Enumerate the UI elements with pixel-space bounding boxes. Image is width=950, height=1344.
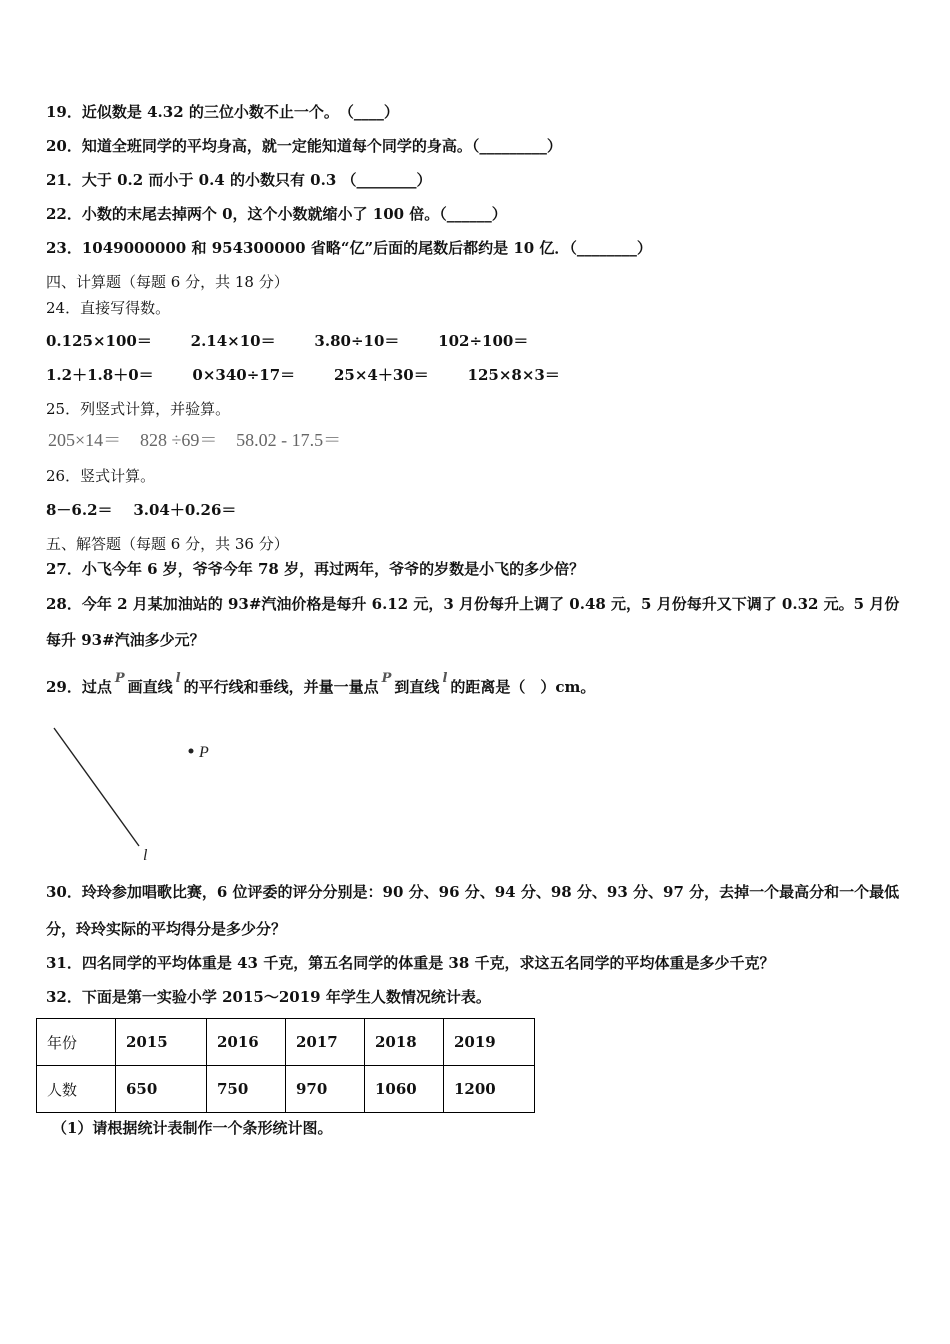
table-cell: 年份 — [37, 1019, 116, 1066]
calc-item: 2.14×10＝ — [190, 332, 276, 350]
table-cell: 人数 — [37, 1066, 116, 1113]
point-p-label: P — [199, 744, 209, 761]
question-27: 27．小飞今年 6 岁，爷爷今年 78 岁，再过两年，爷爷的岁数是小飞的多少倍？ — [46, 560, 585, 578]
question-23: 23．1049000000 和 954300000 省略“亿”后面的尾数后都约是 10 亿．（________） — [46, 239, 652, 257]
question-29: 29．过点 P 画直线 l 的平行线和垂线，并量一量点 P 到直线 l 的距离是（ ）cm。 — [46, 671, 596, 696]
calc-item: 0×340÷17＝ — [192, 366, 296, 384]
line-l-label: l — [143, 847, 148, 864]
q26-items — [46, 500, 270, 520]
vertical-calc-item: 828 ÷69＝ — [139, 430, 218, 450]
line-l — [54, 728, 139, 846]
line-l-symbol: l — [442, 671, 448, 686]
question-24: 24．直接写得数。 — [46, 299, 171, 317]
line-l-symbol: l — [175, 671, 181, 686]
question-30-line-2: 分，玲玲实际的平均得分是多少分？ — [46, 920, 287, 938]
point-p-symbol: P — [381, 671, 392, 686]
point-p — [189, 749, 194, 754]
calc-item: 0.125×100＝ — [46, 332, 152, 350]
calc-item: 102÷100＝ — [438, 332, 529, 350]
table-cell: 1060 — [365, 1066, 444, 1113]
table-row — [37, 1019, 535, 1066]
table-cell: 2016 — [207, 1019, 286, 1066]
table-cell: 650 — [116, 1066, 207, 1113]
table-cell: 970 — [286, 1066, 365, 1113]
calc-item: 3.80÷10＝ — [314, 332, 400, 350]
question-19: 19．近似数是 4.32 的三位小数不止一个。 （____） — [46, 103, 399, 121]
geometry-figure — [40, 720, 240, 870]
statistics-table — [36, 1018, 535, 1113]
question-32-sub-1: （1）请根据统计表制作一个条形统计图。 — [52, 1119, 333, 1137]
point-p-symbol: P — [114, 671, 125, 686]
table-row — [37, 1066, 535, 1113]
table-cell: 2018 — [365, 1019, 444, 1066]
table-cell: 2017 — [286, 1019, 365, 1066]
q24-row-1 — [46, 331, 562, 351]
table-cell: 1200 — [444, 1066, 535, 1113]
calc-item: 8－6.2＝ — [46, 501, 113, 519]
vertical-calc-item: 205×14＝ — [48, 430, 122, 450]
calc-item: 125×8×3＝ — [467, 366, 560, 384]
question-20: 20．知道全班同学的平均身高，就一定能知道每个同学的身高。（_________） — [46, 137, 562, 155]
q24-row-2 — [46, 365, 594, 385]
question-21: 21．大于 0.2 而小于 0.4 的小数只有 0.3 （________） — [46, 171, 432, 189]
section-five-heading: 五、解答题（每题 6 分，共 36 分） — [46, 535, 289, 553]
table-cell: 750 — [207, 1066, 286, 1113]
table-cell: 2019 — [444, 1019, 535, 1066]
question-31: 31．四名同学的平均体重是 43 千克，第五名同学的体重是 38 千克，求这五名同学的平均体重是多少千克？ — [46, 954, 775, 972]
calc-item: 25×4＋30＝ — [333, 366, 429, 384]
q25-items — [48, 430, 355, 451]
question-28-line-2: 每升 93#汽油多少元？ — [46, 631, 205, 649]
calc-item: 1.2＋1.8＋0＝ — [46, 366, 154, 384]
vertical-calc-item: 58.02 - 17.5＝ — [236, 430, 342, 450]
question-30-line-1: 30．玲玲参加唱歌比赛，6 位评委的评分分别是：90 分、96 分、94 分、98 分、93 分、97 分，去掉一个最高分和一个最低 — [46, 883, 900, 901]
question-28-line-1: 28．今年 2 月某加油站的 93#汽油价格是每升 6.12 元，3 月份每升上调了 0.48 元，5 月份每升又下调了 0.32 元。5 月份 — [46, 595, 900, 613]
table-cell: 2015 — [116, 1019, 207, 1066]
calc-item: 3.04＋0.26＝ — [133, 501, 237, 519]
question-22: 22．小数的末尾去掉两个 0，这个小数就缩小了 100 倍。（______） — [46, 205, 507, 223]
section-four-heading: 四、计算题（每题 6 分，共 18 分） — [46, 273, 289, 291]
question-25: 25．列竖式计算，并验算。 — [46, 400, 231, 418]
question-32: 32．下面是第一实验小学 2015～2019 年学生人数情况统计表。 — [46, 988, 491, 1006]
question-26: 26．竖式计算。 — [46, 467, 156, 485]
